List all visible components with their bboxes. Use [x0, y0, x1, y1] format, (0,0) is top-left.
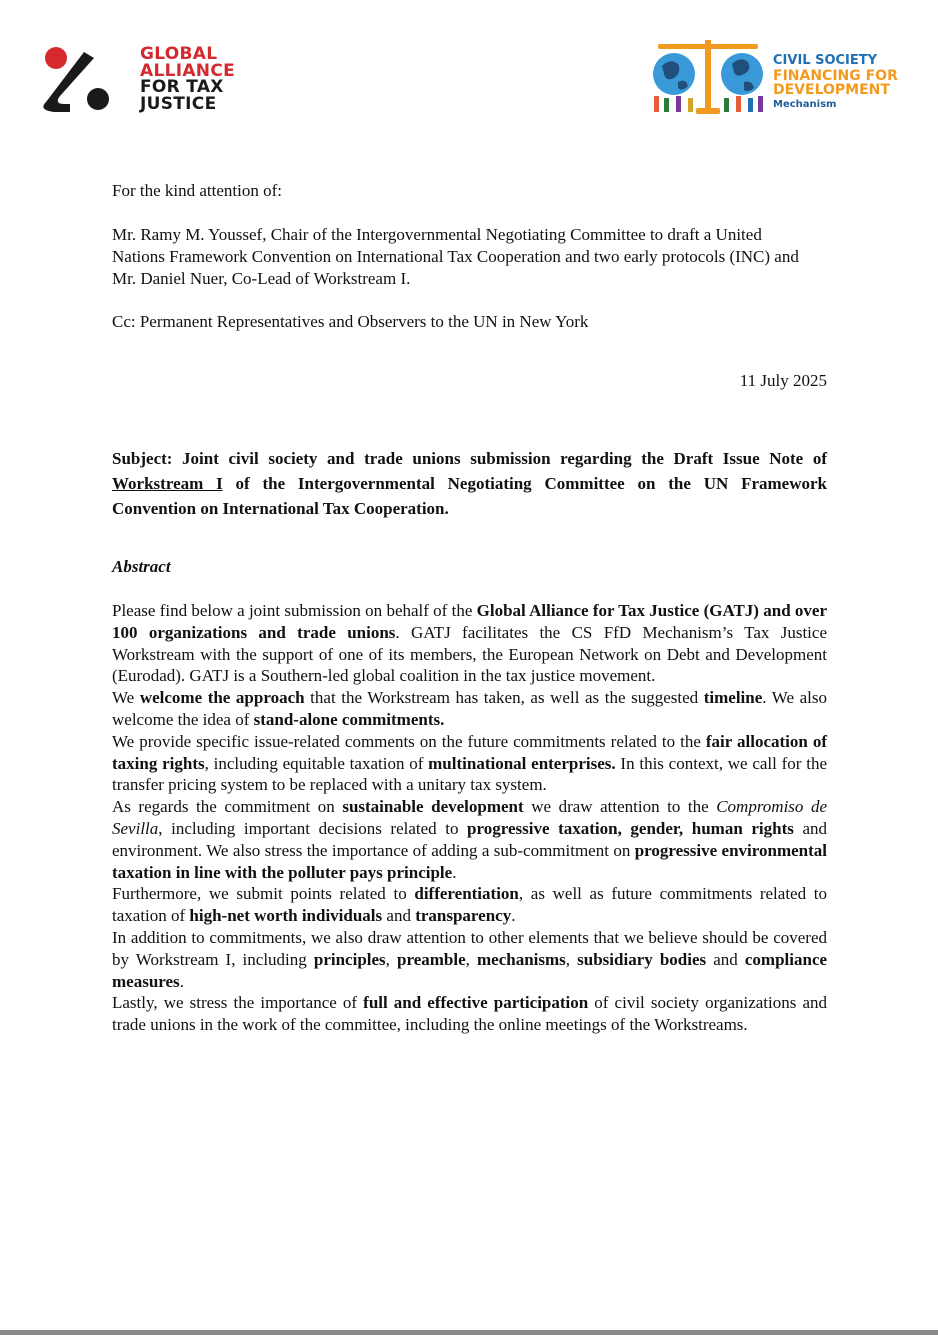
csfd-line-2: FINANCING FOR: [773, 67, 898, 84]
gatj-emblem-icon: [40, 44, 120, 114]
p6-bold: subsidiary bodies: [577, 949, 707, 969]
gatj-wordmark: [140, 46, 235, 112]
recipient-block: [112, 224, 802, 289]
abstract-heading-label: Abstract: [112, 557, 171, 576]
p3-text: , including equitable taxation of: [204, 753, 429, 773]
p7-bold: full and effective participation: [363, 993, 589, 1013]
p6-bold: principles: [313, 949, 386, 969]
letter-date: 11 July 2025: [739, 371, 827, 390]
p3-text: We provide specific issue-related comments on the future commitments related to the: [112, 731, 706, 751]
p5-text: .: [511, 906, 516, 926]
subject-part-1: Subject: Joint civil society and trade unions submission regarding the Draft Issue Note of: [112, 449, 827, 468]
p2-bold: timeline: [703, 688, 763, 708]
p2-text: We: [112, 688, 140, 708]
p4-text: As regards the commitment on: [112, 797, 343, 817]
attention-line: [112, 180, 827, 202]
p4-italic: Compromiso de Sevilla: [112, 797, 828, 838]
subject-block: [112, 446, 827, 521]
p2-bold: stand-alone commitments.: [253, 709, 445, 729]
csfd-line-1: CIVIL SOCIETY: [773, 53, 878, 68]
p5-bold: transparency: [415, 906, 512, 926]
p6-text: ,: [385, 949, 398, 969]
p5-bold: differentiation: [414, 884, 519, 904]
cc-line: [112, 311, 827, 333]
p2-bold: welcome the approach: [139, 688, 305, 708]
p5-text: and: [382, 906, 416, 926]
abstract-paragraph-2: [112, 687, 827, 731]
p4-bold: progressive taxation, gender, human rights: [467, 818, 794, 838]
p6-text: In addition to commitments, we also draw attention to other elements that we believe should be covered by Workstream I, including: [112, 927, 827, 969]
abstract-paragraph-1: [112, 600, 827, 687]
subject-text: [112, 446, 827, 521]
p6-bold: preamble: [397, 949, 466, 969]
p4-text: .: [452, 862, 457, 882]
abstract-heading-text: [112, 556, 827, 578]
p4-text: and environment. We also stress the importance of adding a sub-commitment on: [112, 818, 827, 860]
p7-text: of civil society organizations and trade unions in the work of the committee, including the online meetings of the Workstreams.: [112, 993, 827, 1035]
p4-text: , including important decisions related to: [158, 818, 468, 838]
gatj-logo: [40, 44, 255, 114]
csfd-line-4: Mechanism: [773, 98, 837, 110]
abstract-paragraph-3: [112, 731, 827, 796]
p1-text: Please find below a joint submission on behalf of the: [112, 601, 477, 620]
csfd-logo: [648, 38, 918, 118]
p6-bold: compliance measures: [112, 949, 828, 991]
p1-bold: Global Alliance for Tax Justice (GATJ) and over 100 organizations and trade unions: [112, 601, 828, 642]
subject-part-2: of the Intergovernmental Negotiating Committee on the UN Framework Convention on International Tax Cooperation.: [112, 474, 827, 518]
csfd-wordmark: [773, 54, 898, 111]
p6-bold: mechanisms: [477, 949, 566, 969]
p4-bold: progressive environmental taxation in line with the polluter pays principle: [112, 840, 827, 882]
p2-text: . We also welcome the idea of: [112, 688, 827, 729]
p2-text: that the Workstream has taken, as well as the suggested: [304, 688, 704, 708]
p5-text: , as well as future commitments related to taxation of: [112, 884, 827, 926]
recipient-text: Mr. Ramy M. Youssef, Chair of the Intergovernmental Negotiating Committee to draft a United Nations Framework Convention on International Tax Cooperation and two early protocols (INC) and Mr. Daniel Nuer, Co-Lead of Workstream I.: [112, 225, 799, 288]
abstract-paragraph-5: [112, 883, 827, 927]
p7-text: Lastly, we stress the importance of: [112, 993, 364, 1013]
p6-text: ,: [465, 949, 478, 969]
gatj-line-1: GLOBAL: [140, 44, 218, 64]
p6-text: ,: [565, 949, 578, 969]
page-bottom-edge: [0, 1330, 938, 1335]
p3-bold: fair allocation of taxing rights: [112, 731, 827, 773]
abstract-paragraph-4: [112, 796, 827, 883]
gatj-line-2: ALLIANCE: [140, 60, 236, 81]
abstract-paragraph-6: [112, 927, 827, 992]
p6-text: and: [706, 949, 745, 969]
p4-text: we draw attention to the: [523, 797, 717, 817]
p3-text: In this context, we call for the transfer pricing system to be replaced with a unitary tax system.: [112, 753, 827, 795]
p4-bold: sustainable development: [342, 797, 524, 817]
gatj-line-3: FOR TAX: [140, 77, 224, 97]
cc-text: Cc: Permanent Representatives and Observers to the UN in New York: [112, 312, 589, 331]
abstract-paragraph-7: [112, 992, 827, 1036]
abstract-body: [112, 600, 827, 1036]
attention-text: For the kind attention of:: [112, 181, 282, 200]
csfd-line-3: DEVELOPMENT: [773, 82, 890, 98]
p5-text: Furthermore, we submit points related to: [112, 884, 415, 904]
abstract-heading: [112, 556, 827, 578]
p1-text: . GATJ facilitates the CS FfD Mechanism’s Tax Justice Workstream with the support of one of its members, the European Network on Debt and Development (Eurodad). GATJ is a Southern-led global coalition in the tax justice movement.: [112, 622, 827, 686]
p5-bold: high-net worth individuals: [189, 906, 383, 926]
p3-bold: multinational enterprises.: [428, 753, 616, 773]
gatj-line-4: JUSTICE: [140, 93, 217, 114]
globes-scale-icon: [648, 38, 768, 118]
p6-text: .: [179, 971, 184, 991]
subject-underlined: Workstream I: [112, 474, 223, 493]
